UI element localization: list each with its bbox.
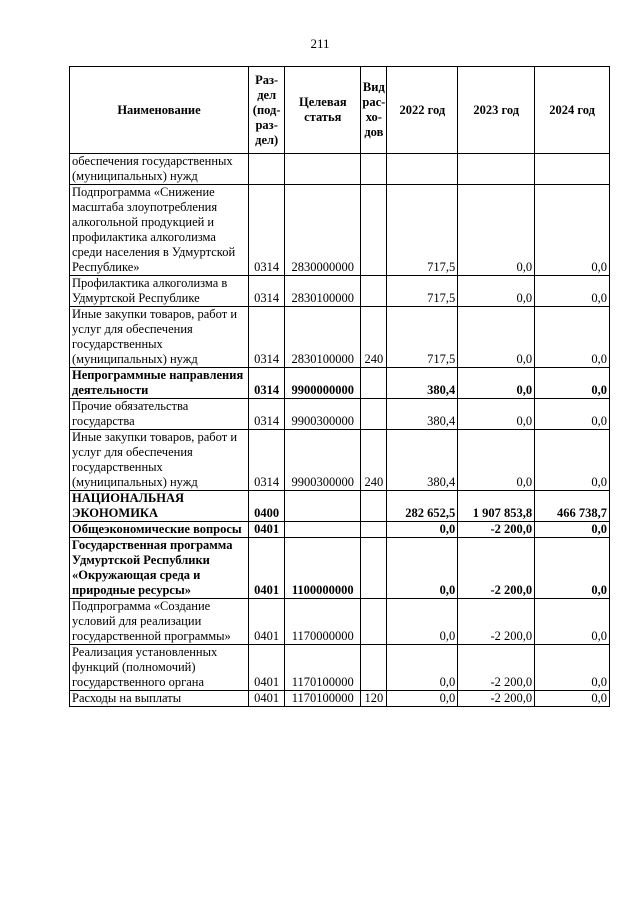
row-2023: -2 200,0	[458, 599, 535, 645]
table-row	[70, 399, 610, 430]
row-expense	[361, 276, 387, 307]
row-2024: 466 738,7	[535, 491, 610, 522]
table-row	[70, 599, 610, 645]
row-target	[285, 522, 361, 538]
row-section: 0314	[248, 368, 284, 399]
row-2023: -2 200,0	[458, 691, 535, 707]
budget-table	[69, 66, 610, 707]
row-2024	[535, 154, 610, 185]
row-2024: 0,0	[535, 185, 610, 276]
row-2023: 0,0	[458, 307, 535, 368]
row-2023: 1 907 853,8	[458, 491, 535, 522]
row-2023: 0,0	[458, 430, 535, 491]
header-2024: 2024 год	[535, 67, 610, 154]
row-2022: 380,4	[387, 399, 458, 430]
row-name: НАЦИОНАЛЬНАЯ ЭКОНОМИКА	[70, 491, 249, 522]
row-section: 0401	[248, 522, 284, 538]
row-name: Подпрограмма «Снижение масштаба злоупотребления алкогольной продукцией и профилактика алкоголизма среди населения в Удмуртской Республике»	[70, 185, 249, 276]
header-2023: 2023 год	[458, 67, 535, 154]
row-2022: 0,0	[387, 691, 458, 707]
row-target: 2830100000	[285, 307, 361, 368]
table-row	[70, 645, 610, 691]
header-target: Целевая статья	[285, 67, 361, 154]
row-2023: 0,0	[458, 185, 535, 276]
row-section: 0314	[248, 399, 284, 430]
row-target: 9900300000	[285, 399, 361, 430]
row-name: Непрограммные направления деятельности	[70, 368, 249, 399]
row-2023	[458, 154, 535, 185]
row-2022: 0,0	[387, 538, 458, 599]
row-section: 0400	[248, 491, 284, 522]
row-2022: 717,5	[387, 276, 458, 307]
row-section: 0401	[248, 691, 284, 707]
table-header-row	[70, 67, 610, 154]
header-section: Раз- дел (под- раз- дел)	[248, 67, 284, 154]
row-section: 0401	[248, 599, 284, 645]
row-2024: 0,0	[535, 368, 610, 399]
row-expense	[361, 645, 387, 691]
row-2024: 0,0	[535, 307, 610, 368]
row-target: 1170100000	[285, 691, 361, 707]
table-row	[70, 185, 610, 276]
row-section	[248, 154, 284, 185]
row-name: Иные закупки товаров, работ и услуг для обеспечения государственных (муниципальных) нужд	[70, 307, 249, 368]
row-target: 1100000000	[285, 538, 361, 599]
row-name: обеспечения государственных (муниципальных) нужд	[70, 154, 249, 185]
header-expense: Вид рас- хо- дов	[361, 67, 387, 154]
row-section: 0401	[248, 538, 284, 599]
row-name: Иные закупки товаров, работ и услуг для обеспечения государственных (муниципальных) нужд	[70, 430, 249, 491]
row-name: Государственная программа Удмуртской Республики «Окружающая среда и природные ресурсы»	[70, 538, 249, 599]
row-name: Общеэкономические вопросы	[70, 522, 249, 538]
row-expense	[361, 538, 387, 599]
table-row-bold	[70, 538, 610, 599]
row-2024: 0,0	[535, 430, 610, 491]
row-expense	[361, 522, 387, 538]
row-expense	[361, 399, 387, 430]
table-row	[70, 154, 610, 185]
row-2024: 0,0	[535, 599, 610, 645]
row-target: 1170100000	[285, 645, 361, 691]
row-2024: 0,0	[535, 399, 610, 430]
row-target: 9900000000	[285, 368, 361, 399]
row-2023: -2 200,0	[458, 538, 535, 599]
header-name: Наименование	[70, 67, 249, 154]
row-2022: 0,0	[387, 522, 458, 538]
row-2024: 0,0	[535, 645, 610, 691]
row-section: 0314	[248, 185, 284, 276]
row-section: 0314	[248, 276, 284, 307]
row-expense	[361, 599, 387, 645]
row-2023: 0,0	[458, 276, 535, 307]
row-section: 0314	[248, 430, 284, 491]
row-2023: -2 200,0	[458, 645, 535, 691]
row-expense	[361, 491, 387, 522]
row-2023: 0,0	[458, 399, 535, 430]
row-2022: 380,4	[387, 430, 458, 491]
table-row	[70, 691, 610, 707]
row-2024: 0,0	[535, 522, 610, 538]
row-name: Профилактика алкоголизма в Удмуртской Республике	[70, 276, 249, 307]
row-2023: -2 200,0	[458, 522, 535, 538]
row-2022: 717,5	[387, 307, 458, 368]
row-target: 1170000000	[285, 599, 361, 645]
row-2022: 282 652,5	[387, 491, 458, 522]
row-2022: 0,0	[387, 599, 458, 645]
row-section: 0314	[248, 307, 284, 368]
row-2024: 0,0	[535, 691, 610, 707]
page-number: 211	[310, 36, 330, 51]
row-section: 0401	[248, 645, 284, 691]
row-2024: 0,0	[535, 538, 610, 599]
header-2022: 2022 год	[387, 67, 458, 154]
row-target: 2830100000	[285, 276, 361, 307]
row-2023: 0,0	[458, 368, 535, 399]
table-row-bold	[70, 368, 610, 399]
row-target: 9900300000	[285, 430, 361, 491]
row-expense: 240	[361, 430, 387, 491]
row-name: Расходы на выплаты	[70, 691, 249, 707]
table-row	[70, 430, 610, 491]
row-expense: 120	[361, 691, 387, 707]
table-row	[70, 276, 610, 307]
row-2022	[387, 154, 458, 185]
row-2022: 380,4	[387, 368, 458, 399]
table-row-bold	[70, 522, 610, 538]
row-name: Прочие обязательства государства	[70, 399, 249, 430]
row-name: Подпрограмма «Создание условий для реализации государственной программы»	[70, 599, 249, 645]
row-2024: 0,0	[535, 276, 610, 307]
row-expense	[361, 185, 387, 276]
row-2022: 717,5	[387, 185, 458, 276]
row-target	[285, 154, 361, 185]
table-row-bold	[70, 491, 610, 522]
row-name: Реализация установленных функций (полномочий) государственного органа	[70, 645, 249, 691]
table-row	[70, 307, 610, 368]
row-2022: 0,0	[387, 645, 458, 691]
row-expense	[361, 154, 387, 185]
row-expense: 240	[361, 307, 387, 368]
row-target	[285, 491, 361, 522]
row-target: 2830000000	[285, 185, 361, 276]
row-expense	[361, 368, 387, 399]
